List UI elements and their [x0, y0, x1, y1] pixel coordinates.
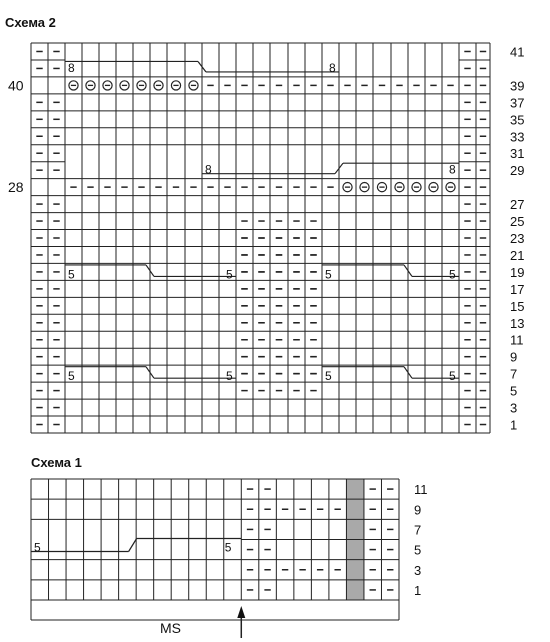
row-number: 21 [510, 247, 525, 263]
cable-label-5: 5 [226, 267, 233, 282]
row-number: 9 [510, 349, 518, 365]
cable-label-8: 8 [68, 60, 75, 75]
row-number-left: 40 [8, 77, 24, 94]
row-number-left: 28 [8, 179, 24, 196]
cable-label-5: 5 [449, 369, 456, 384]
arrow-head [237, 606, 245, 618]
row-number: 11 [510, 332, 524, 348]
cable-label-5: 5 [34, 540, 41, 555]
row-number: 37 [510, 95, 525, 111]
row-number: 25 [510, 214, 525, 230]
row-number: 29 [510, 163, 525, 179]
scheme-2-title: Схема 2 [5, 15, 56, 30]
cable-label-5: 5 [224, 540, 232, 555]
row-number: 31 [510, 146, 525, 162]
row-number: 11 [414, 482, 428, 498]
row-number: 19 [510, 264, 525, 280]
row-number: 17 [510, 281, 525, 297]
scheme-1-title: Схема 1 [31, 455, 82, 470]
row-number: 7 [414, 522, 422, 538]
cable-label-5: 5 [68, 267, 75, 282]
scheme-2-chart [8, 43, 524, 433]
ms-label: MS [160, 620, 181, 636]
row-number: 1 [510, 417, 518, 433]
cable-label-5: 5 [325, 267, 332, 282]
cable-label-5: 5 [449, 267, 456, 282]
cable-label-8: 8 [449, 162, 456, 177]
cable-label-5: 5 [325, 369, 332, 384]
row-number: 3 [414, 562, 422, 578]
row-number: 5 [510, 383, 518, 399]
row-number: 35 [510, 112, 525, 128]
row-number: 7 [510, 366, 518, 382]
cable-label-5: 5 [68, 369, 75, 384]
row-number: 27 [510, 197, 525, 213]
row-number: 3 [510, 400, 518, 416]
row-number: 23 [510, 231, 525, 246]
row-number: 5 [414, 542, 422, 558]
row-number: 33 [510, 129, 525, 145]
row-number: 13 [510, 315, 525, 331]
row-number: 1 [414, 582, 422, 598]
row-number: 41 [510, 44, 525, 60]
cable-label-8: 8 [205, 162, 212, 177]
scheme-1-chart [31, 479, 428, 638]
row-number: 15 [510, 298, 525, 314]
cable-label-5: 5 [226, 369, 233, 384]
cable-line [129, 539, 137, 552]
cable-label-8: 8 [329, 60, 336, 75]
row-number: 9 [414, 502, 422, 518]
row-number: 39 [510, 78, 525, 94]
